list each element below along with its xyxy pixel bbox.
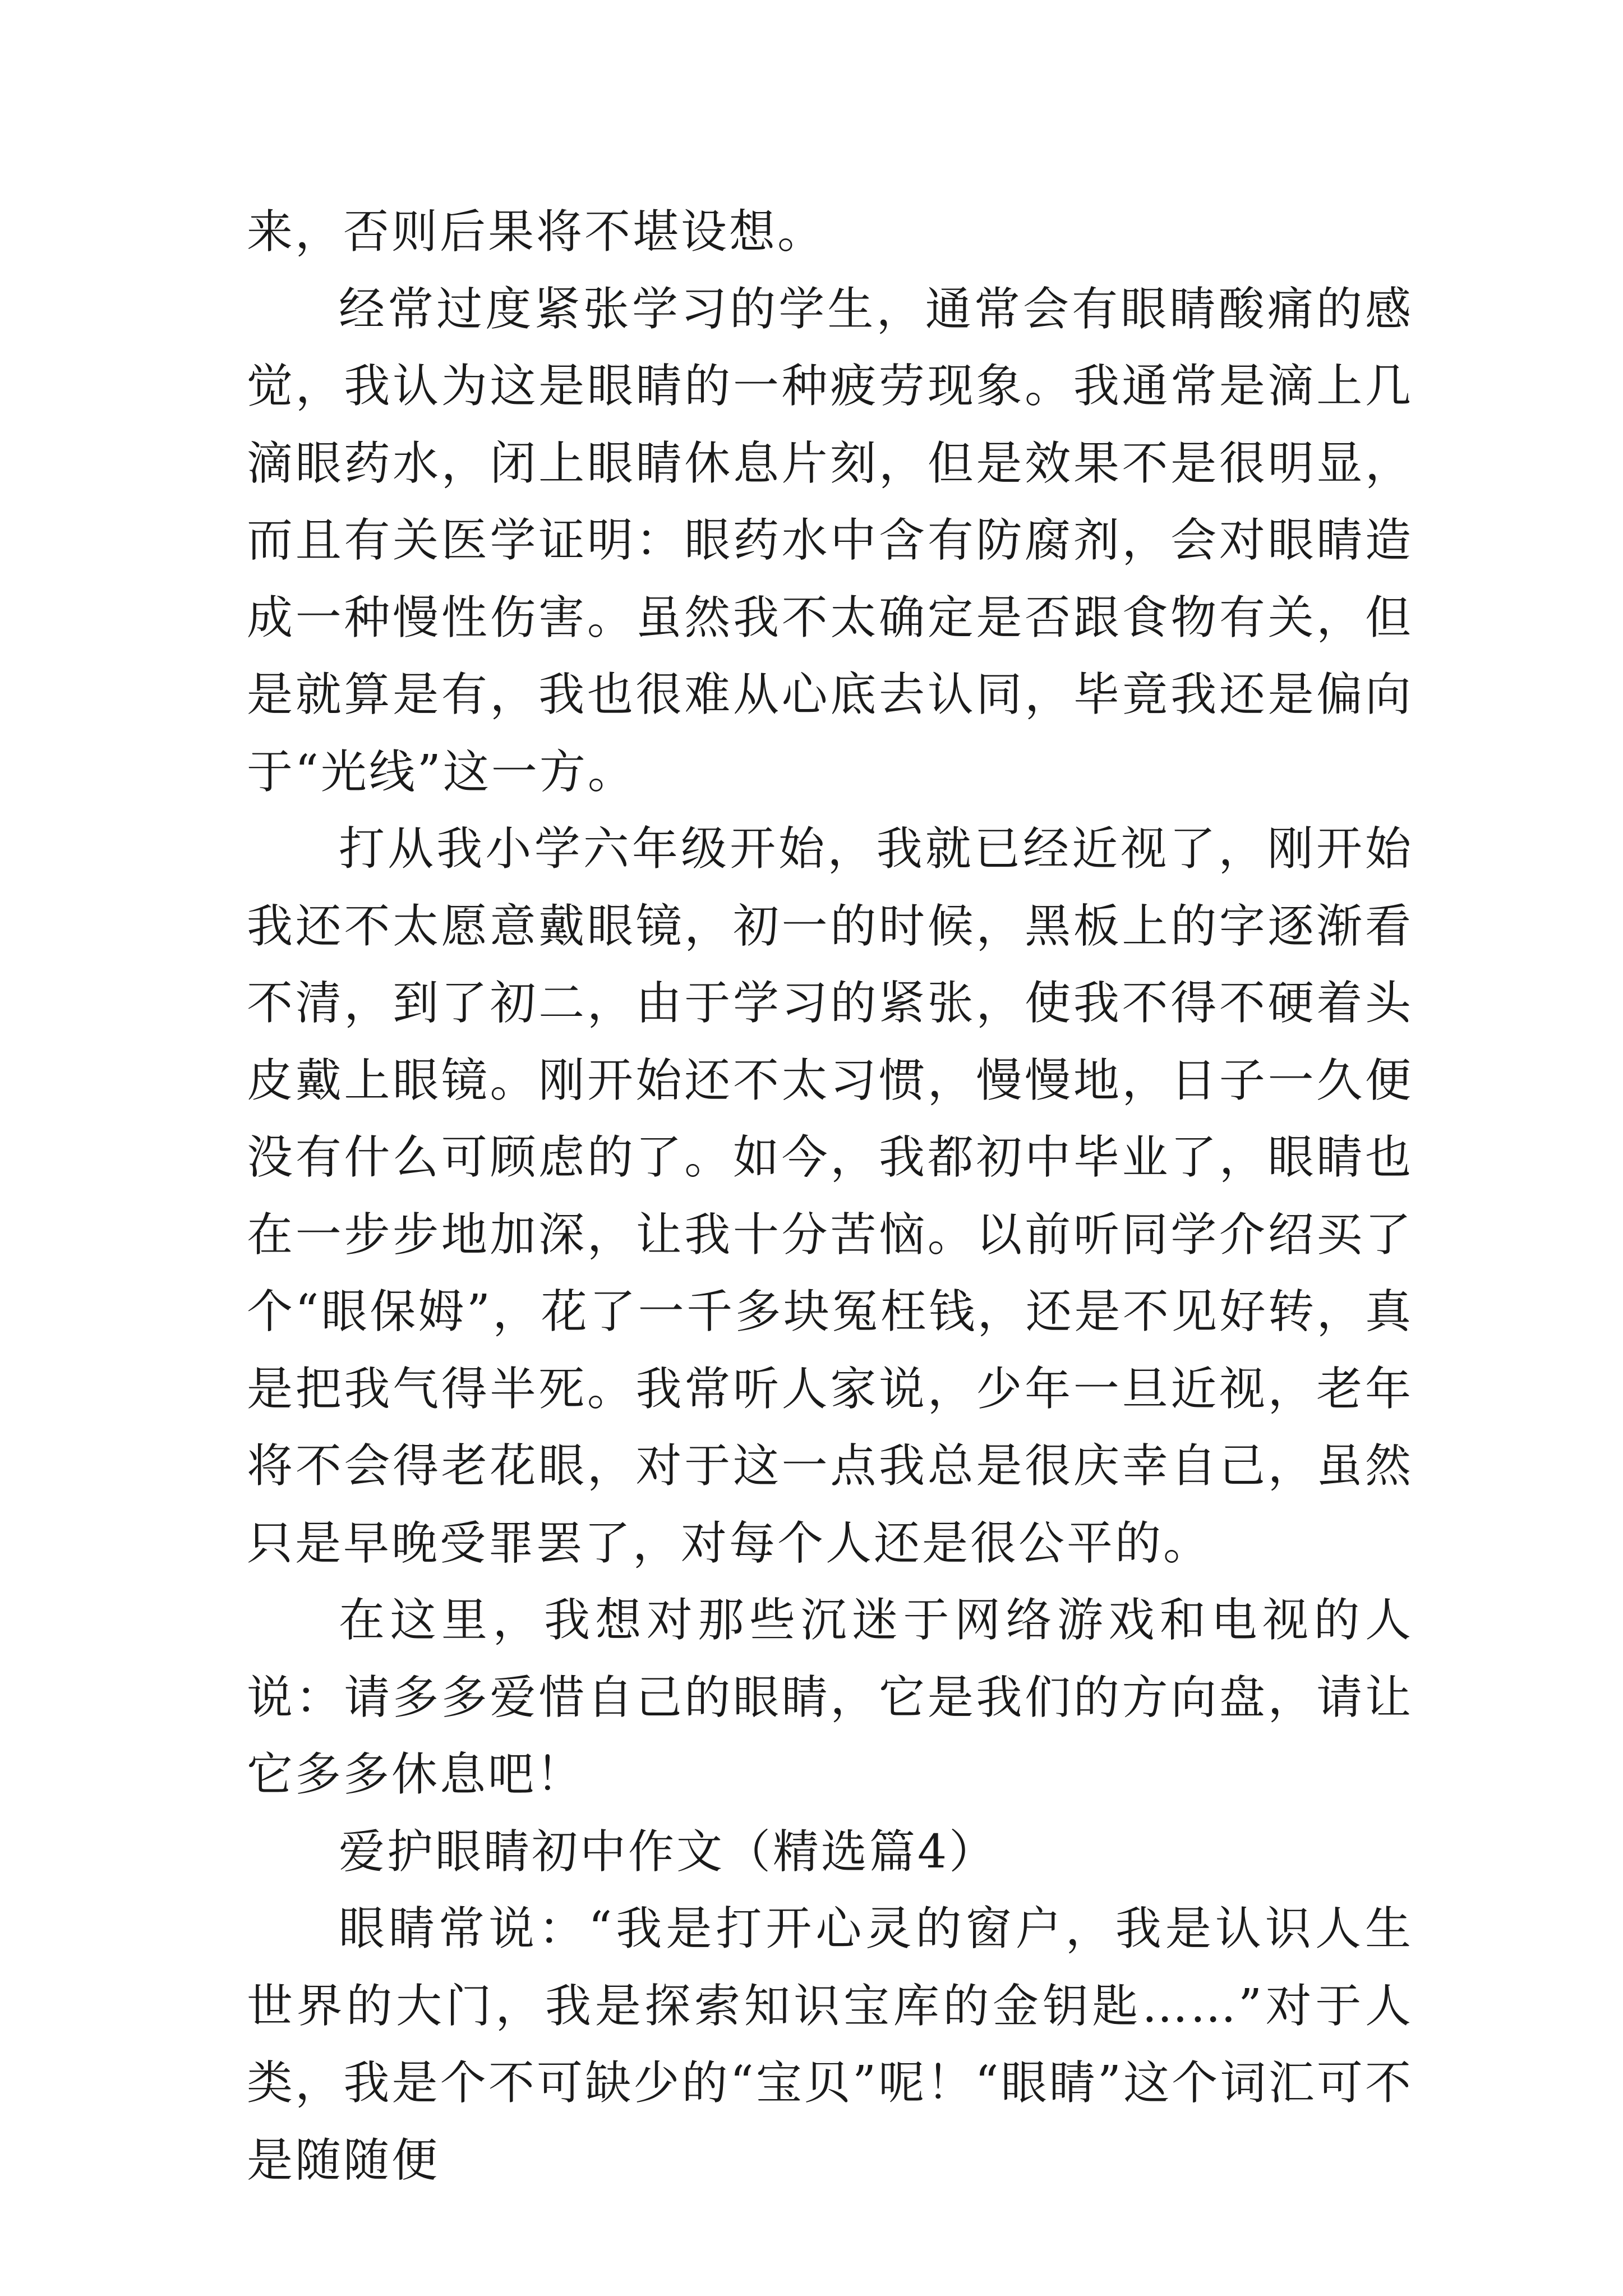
paragraph-eye-strain: 经常过度紧张学习的学生，通常会有眼睛酸痛的感觉，我认为这是眼睛的一种疲劳现象。我通常是滴上几滴眼药水，闭上眼睛休息片刻，但是效果不是很明显，而且有关医学证明：眼药水中含有防腐剂，会对眼睛造成一种慢性伤害。虽然我不太确定是否跟食物有关，但是就算是有，我也很难从心底去认同，毕竟我还是偏向于“光线”这一方。 xyxy=(247,282,1413,799)
document-body xyxy=(247,194,1413,2199)
paragraph-myopia-story: 打从我小学六年级开始，我就已经近视了，刚开始我还不太愿意戴眼镜，初一的时候，黑板上的字逐渐看不清，到了初二，由于学习的紧张，使我不得不硬着头皮戴上眼镜。刚开始还不太习惯，慢慢地，日子一久便没有什么可顾虑的了。如今，我都初中毕业了，眼睛也在一步步地加深，让我十分苦恼。以前听同学介绍买了个“眼保姆”，花了一千多块冤枉钱，还是不见好转，真是把我气得半死。我常听人家说，少年一旦近视，老年将不会得老花眼，对于这一点我总是很庆幸自己，虽然只是早晚受罪罢了，对每个人还是很公平的。 xyxy=(247,822,1413,1570)
section-heading: 爱护眼睛初中作文（精选篇4） xyxy=(339,1825,998,1879)
paragraph-advice: 在这里，我想对那些沉迷于网络游戏和电视的人说：请多多爱惜自己的眼睛，它是我们的方向盘，请让它多多休息吧！ xyxy=(247,1594,1413,1801)
paragraph-eyes-speak: 眼睛常说：“我是打开心灵的窗户，我是认识人生世界的大门，我是探索知识宝库的金钥匙……”对于人类，我是个不可缺少的“宝贝”呢！“眼睛”这个词汇可不是随随便 xyxy=(247,1902,1413,2187)
paragraph-continuation: 来，否则后果将不堪设想。 xyxy=(247,205,826,259)
